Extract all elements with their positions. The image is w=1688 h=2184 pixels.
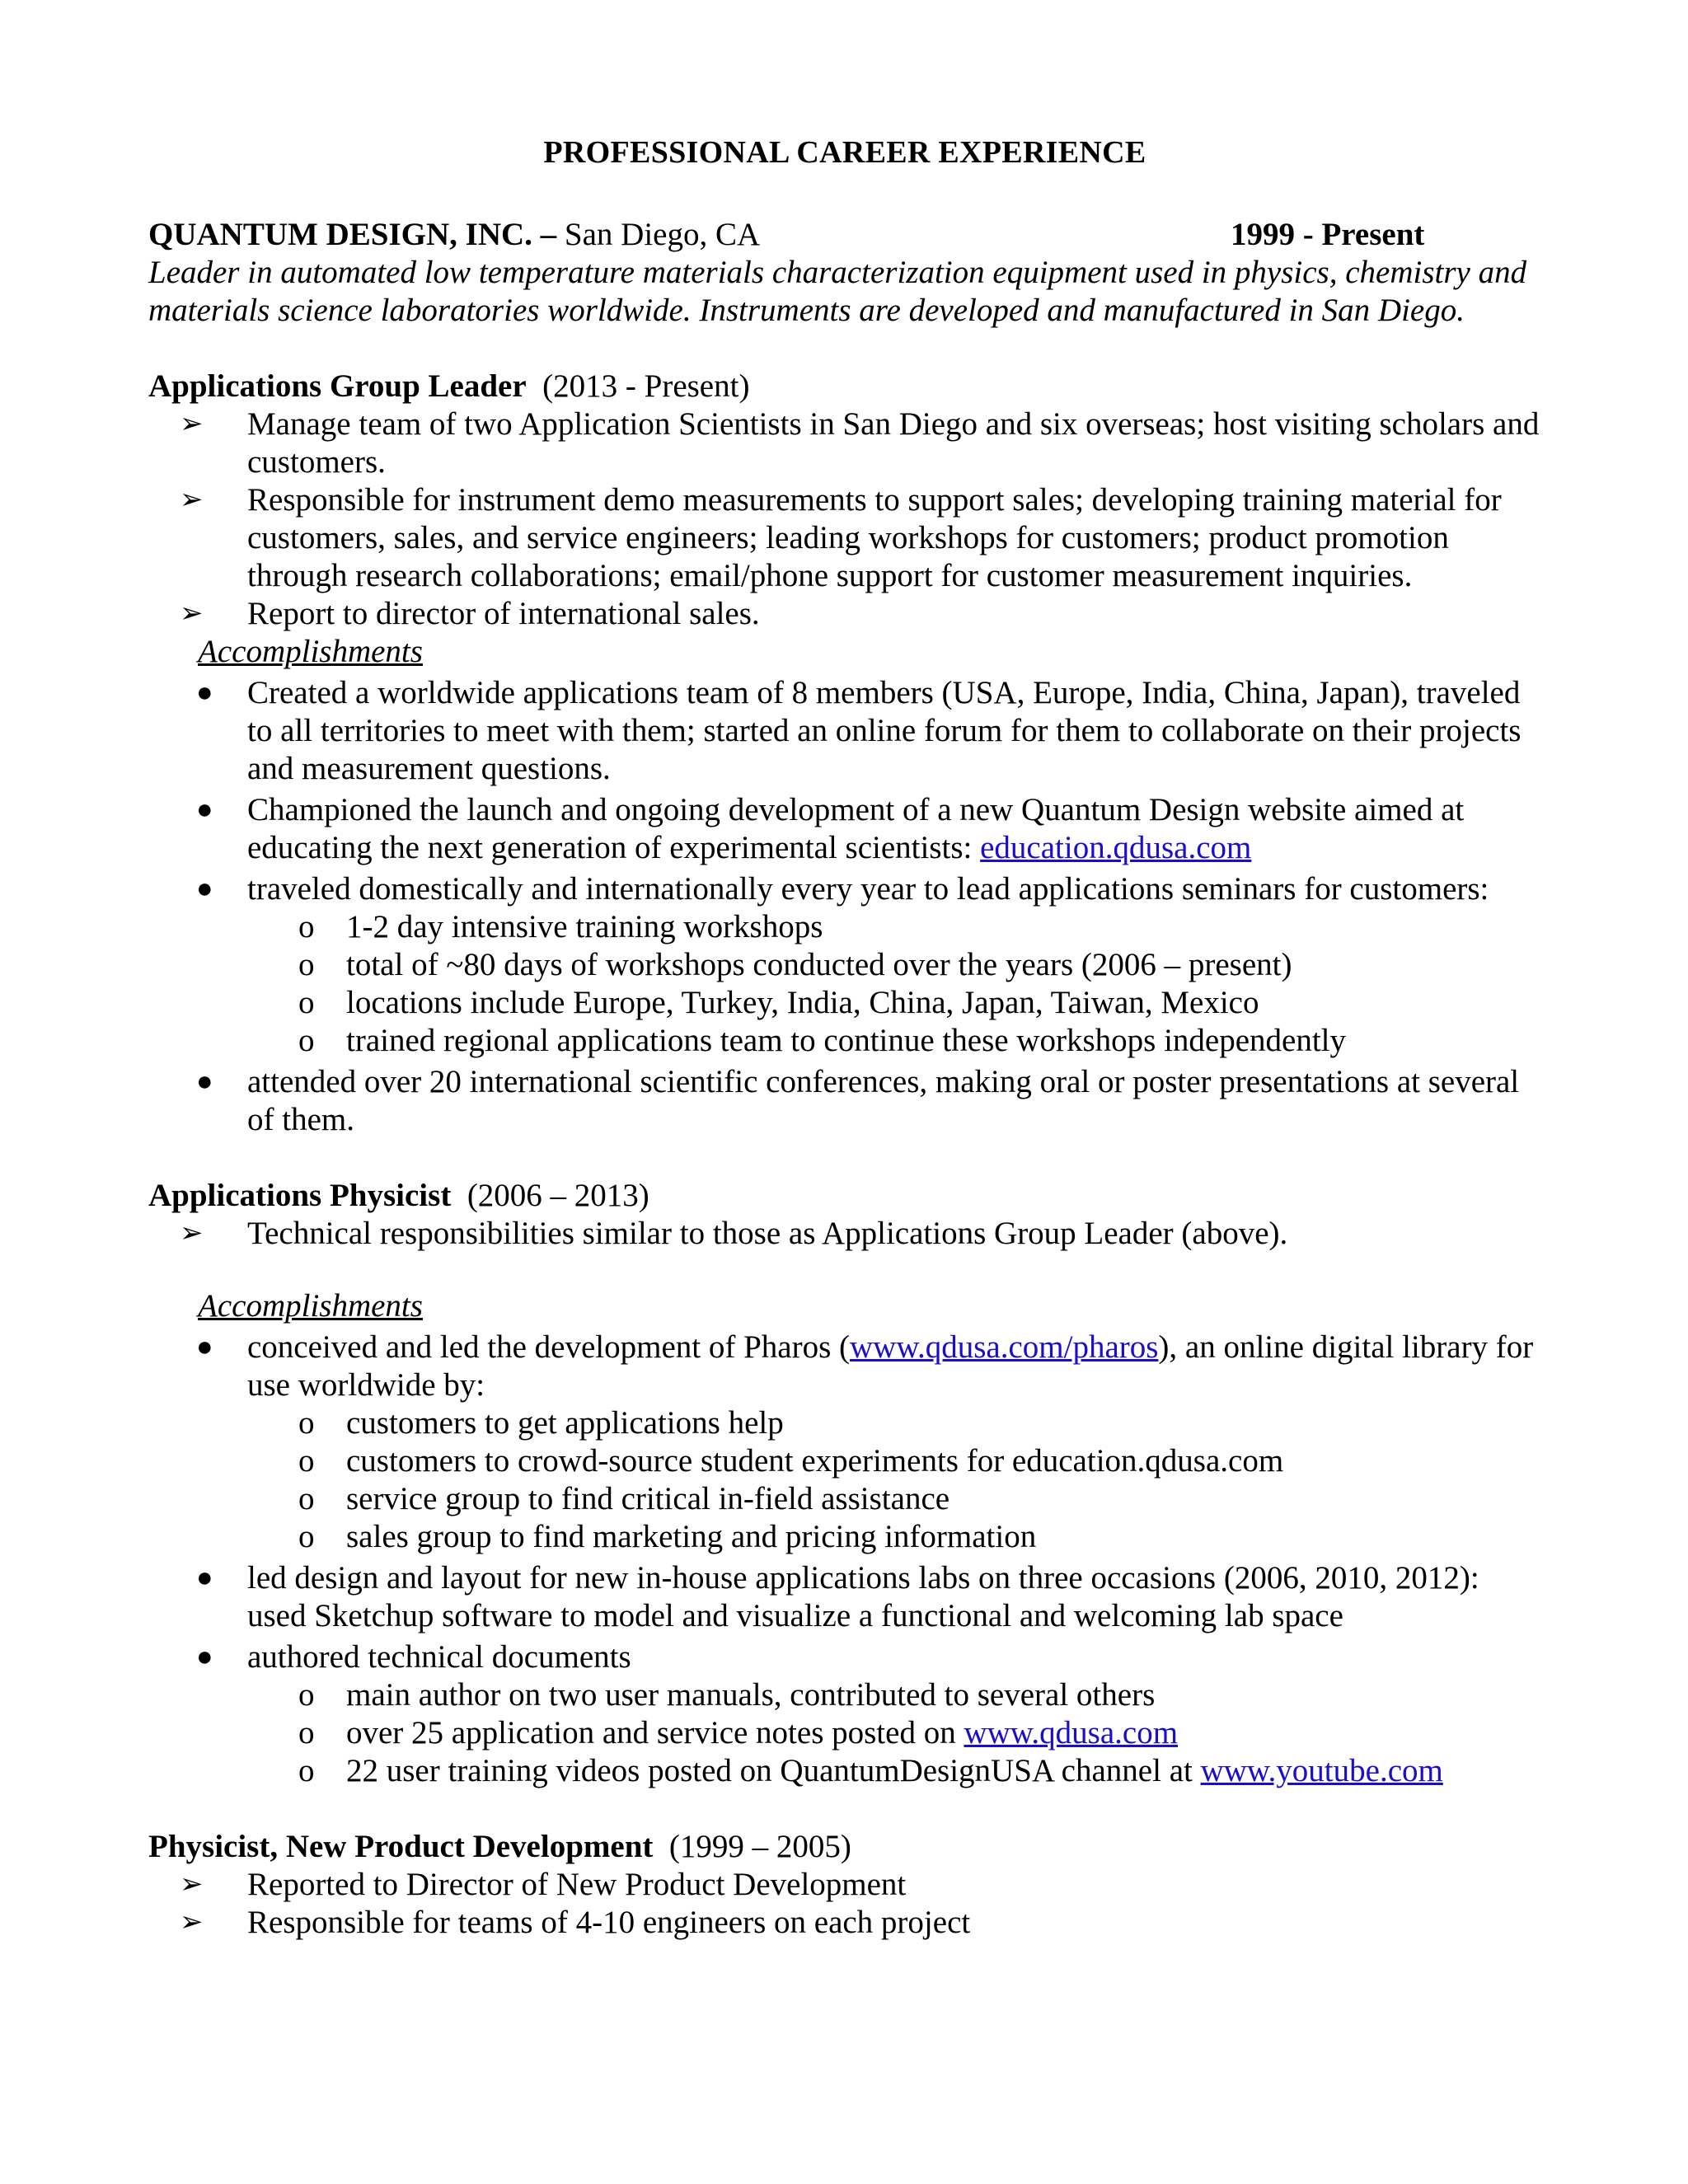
sub-item: o locations include Europe, Turkey, India, China, Japan, Taiwan, Mexico [298,985,1259,1020]
accomplishment-item: ● Created a worldwide applications team of 8 members (USA, Europe, India, China, Japan), traveled to all territories to meet with them; started an online forum for them to collaborate on their projects and measurement questions. [196,675,1522,786]
role-dates: (1999 – 2005) [668,1829,851,1864]
accomplishment-item: ● Championed the launch and ongoing development of a new Quantum Design website aimed at educating the next generation of experimental scientists: education.qdusa.com [196,792,1465,865]
hollow-bullet-icon: o [298,1677,315,1713]
duty-item: ➢ Responsible for teams of 4-10 engineers on each project [180,1905,971,1940]
duty-item: ➢ Responsible for instrument demo measurements to support sales; developing training material for customers, sales, and service engineers; leading workshops for customers; product promotion through research collaborations; email/phone support for customer measurement inquiries. [180,482,1502,593]
pharos-link[interactable]: www.qdusa.com/pharos [850,1329,1159,1365]
sub-item: o 1-2 day intensive training workshops [298,909,823,944]
duty-list [148,1866,1541,1942]
youtube-link[interactable]: www.youtube.com [1200,1753,1443,1788]
hollow-bullet-icon: o [298,909,315,944]
arrow-bullet-icon: ➢ [180,485,204,515]
company-header [148,216,1541,254]
qdusa-link[interactable]: www.qdusa.com [964,1715,1179,1750]
role-heading-physicist [148,1177,1541,1215]
role-dates: (2006 – 2013) [467,1178,649,1213]
accomplishment-item: ● attended over 20 international scientific conferences, making oral or poster presentations at several of them. [196,1064,1520,1137]
role-title: Physicist, New Product Development [148,1829,654,1864]
company-location: San Diego, CA [564,217,761,252]
sub-item: o service group to find critical in-field assistance [298,1481,950,1516]
round-bullet-icon: ● [196,1563,213,1593]
arrow-bullet-icon: ➢ [180,1218,204,1249]
hollow-bullet-icon: o [298,1443,315,1479]
round-bullet-icon: ● [196,1642,213,1672]
role-title: Applications Physicist [148,1178,452,1213]
arrow-bullet-icon: ➢ [180,1869,204,1900]
spacer [148,1139,1541,1177]
round-bullet-icon: ● [196,1066,213,1097]
sub-item: o sales group to find marketing and pricing information [298,1519,1037,1554]
arrow-bullet-icon: ➢ [180,1907,204,1938]
duty-list [148,1215,1541,1253]
accomplishment-item: ● led design and layout for new in-house applications labs on three occasions (2006, 2010, 2012): used Sketchup software to model and visualize a functional and welcoming lab space [196,1560,1479,1633]
education-link[interactable]: education.qdusa.com [980,830,1252,865]
arrow-bullet-icon: ➢ [180,409,204,439]
duty-list [148,405,1541,633]
page-title: PROFESSIONAL CAREER EXPERIENCE [543,135,1146,170]
accomplishments-heading: Accomplishments [198,634,423,669]
spacer [148,1790,1541,1828]
accomplishments-heading: Accomplishments [198,1288,423,1324]
round-bullet-icon: ● [196,677,213,708]
accomplishment-item: ● traveled domestically and internationally every year to lead applications seminars for customers: [196,871,1489,907]
duty-item: ➢ Manage team of two Application Scientists in San Diego and six overseas; host visiting scholars and customers. [180,406,1540,480]
accomplishment-list [148,1329,1541,1790]
duty-item: ➢ Reported to Director of New Product Development [180,1867,907,1902]
sub-item: o main author on two user manuals, contributed to several others [298,1677,1156,1713]
hollow-bullet-icon: o [298,1715,315,1750]
accomplishment-list [148,674,1541,1139]
role-heading-group-leader [148,368,1541,405]
round-bullet-icon: ● [196,794,213,825]
sub-item: o over 25 application and service notes posted on www.qdusa.com [298,1715,1179,1750]
sub-item: o 22 user training videos posted on QuantumDesignUSA channel at www.youtube.com [298,1753,1443,1788]
accomplishment-item: ● authored technical documents [196,1639,631,1675]
accomplishment-item: ● conceived and led the development of Pharos (www.qdusa.com/pharos), an online digital library for use worldwide by: [196,1329,1534,1403]
role-dates: (2013 - Present) [542,368,750,404]
company-name: QUANTUM DESIGN, INC. – [148,217,565,252]
hollow-bullet-icon: o [298,1753,315,1788]
hollow-bullet-icon: o [298,985,315,1020]
company-description: Leader in automated low temperature materials characterization equipment used in physics, chemistry and materials science laboratories worldwide. Instruments are developed and manufactured in San Diego. [148,255,1527,328]
sub-item: o trained regional applications team to continue these workshops independently [298,1023,1346,1058]
hollow-bullet-icon: o [298,1481,315,1516]
role-title: Applications Group Leader [148,368,527,404]
sub-item: o customers to get applications help [298,1405,784,1441]
round-bullet-icon: ● [196,874,213,904]
hollow-bullet-icon: o [298,1405,315,1441]
sub-item: o total of ~80 days of workshops conducted over the years (2006 – present) [298,947,1292,982]
role-heading-npd [148,1828,1541,1866]
content [148,134,1541,1942]
company-dates: 1999 - Present [1231,217,1425,252]
duty-item: ➢ Report to director of international sales. [180,596,760,631]
hollow-bullet-icon: o [298,1023,315,1058]
hollow-bullet-icon: o [298,947,315,982]
round-bullet-icon: ● [196,1332,213,1362]
spacer [148,1253,1541,1287]
duty-item: ➢ Technical responsibilities similar to those as Applications Group Leader (above). [180,1216,1288,1251]
arrow-bullet-icon: ➢ [180,598,204,629]
hollow-bullet-icon: o [298,1519,315,1554]
sub-item: o customers to crowd-source student experiments for education.qdusa.com [298,1443,1284,1479]
